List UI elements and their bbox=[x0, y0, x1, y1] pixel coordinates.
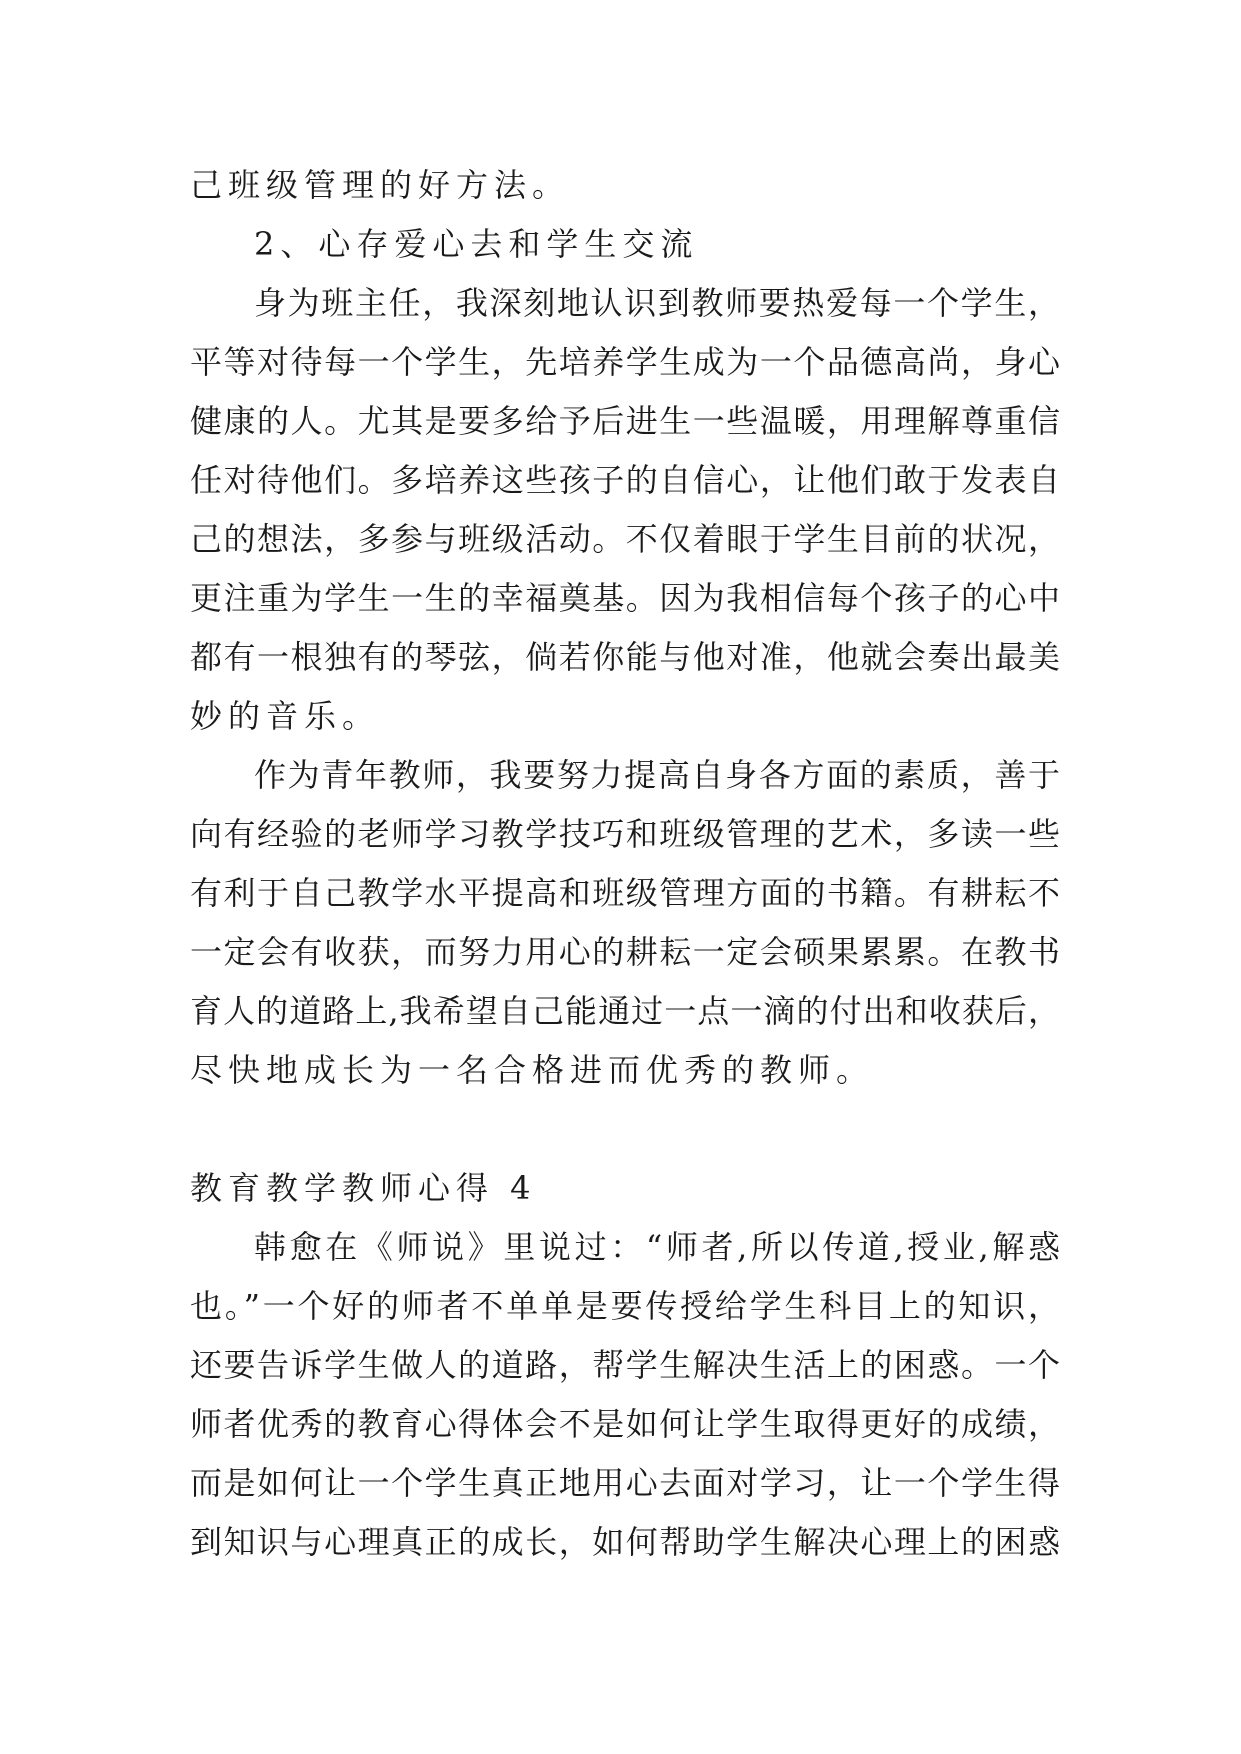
subheading: 2、心存爱心去和学生交流 bbox=[254, 225, 699, 263]
paragraph-line: 己的想法，多参与班级活动。不仅着眼于学生目前的状况， bbox=[190, 520, 1060, 558]
paragraph-line: 也。”一个好的师者不单单是要传授给学生科目上的知识， bbox=[190, 1287, 1060, 1325]
paragraph-line: 平等对待每一个学生，先培养学生成为一个品德高尚，身心 bbox=[190, 343, 1060, 381]
paragraph bbox=[190, 746, 1060, 1100]
paragraph-line: 有利于自己教学水平提高和班级管理方面的书籍。有耕耘不 bbox=[190, 874, 1060, 912]
paragraph-line: 尽快地成长为一名合格进而优秀的教师。 bbox=[190, 1051, 875, 1089]
paragraph-line: 到知识与心理真正的成长，如何帮助学生解决心理上的困惑 bbox=[190, 1523, 1060, 1561]
paragraph bbox=[190, 1218, 1060, 1572]
paragraph-line: 师者优秀的教育心得体会不是如何让学生取得更好的成绩， bbox=[190, 1405, 1060, 1443]
paragraph-line: 育人的道路上,我希望自己能通过一点一滴的付出和收获后， bbox=[190, 992, 1060, 1030]
paragraph-line: 韩愈在《师说》里说过：“师者,所以传道,授业,解惑 bbox=[254, 1228, 1060, 1266]
paragraph-line: 一定会有收获，而努力用心的耕耘一定会硕果累累。在教书 bbox=[190, 933, 1060, 971]
paragraph-line: 作为青年教师，我要努力提高自身各方面的素质，善于 bbox=[254, 756, 1060, 794]
paragraph-line: 己班级管理的好方法。 bbox=[190, 166, 571, 204]
paragraph-line: 身为班主任，我深刻地认识到教师要热爱每一个学生， bbox=[254, 284, 1060, 322]
paragraph-line: 更注重为学生一生的幸福奠基。因为我相信每个孩子的心中 bbox=[190, 579, 1060, 617]
blank-line bbox=[190, 1100, 1060, 1159]
paragraph-line: 而是如何让一个学生真正地用心去面对学习，让一个学生得 bbox=[190, 1464, 1060, 1502]
paragraph-line: 妙的音乐。 bbox=[190, 697, 381, 735]
section-heading: 教育教学教师心得 4 bbox=[190, 1169, 537, 1207]
document-page bbox=[190, 156, 1060, 1572]
paragraph-line: 健康的人。尤其是要多给予后进生一些温暖，用理解尊重信 bbox=[190, 402, 1060, 440]
paragraph-line: 都有一根独有的琴弦，倘若你能与他对准，他就会奏出最美 bbox=[190, 638, 1060, 676]
paragraph-line: 向有经验的老师学习教学技巧和班级管理的艺术，多读一些 bbox=[190, 815, 1060, 853]
paragraph-line: 任对待他们。多培养这些孩子的自信心，让他们敢于发表自 bbox=[190, 461, 1060, 499]
paragraph-line: 还要告诉学生做人的道路，帮学生解决生活上的困惑。一个 bbox=[190, 1346, 1060, 1384]
paragraph bbox=[190, 274, 1060, 746]
